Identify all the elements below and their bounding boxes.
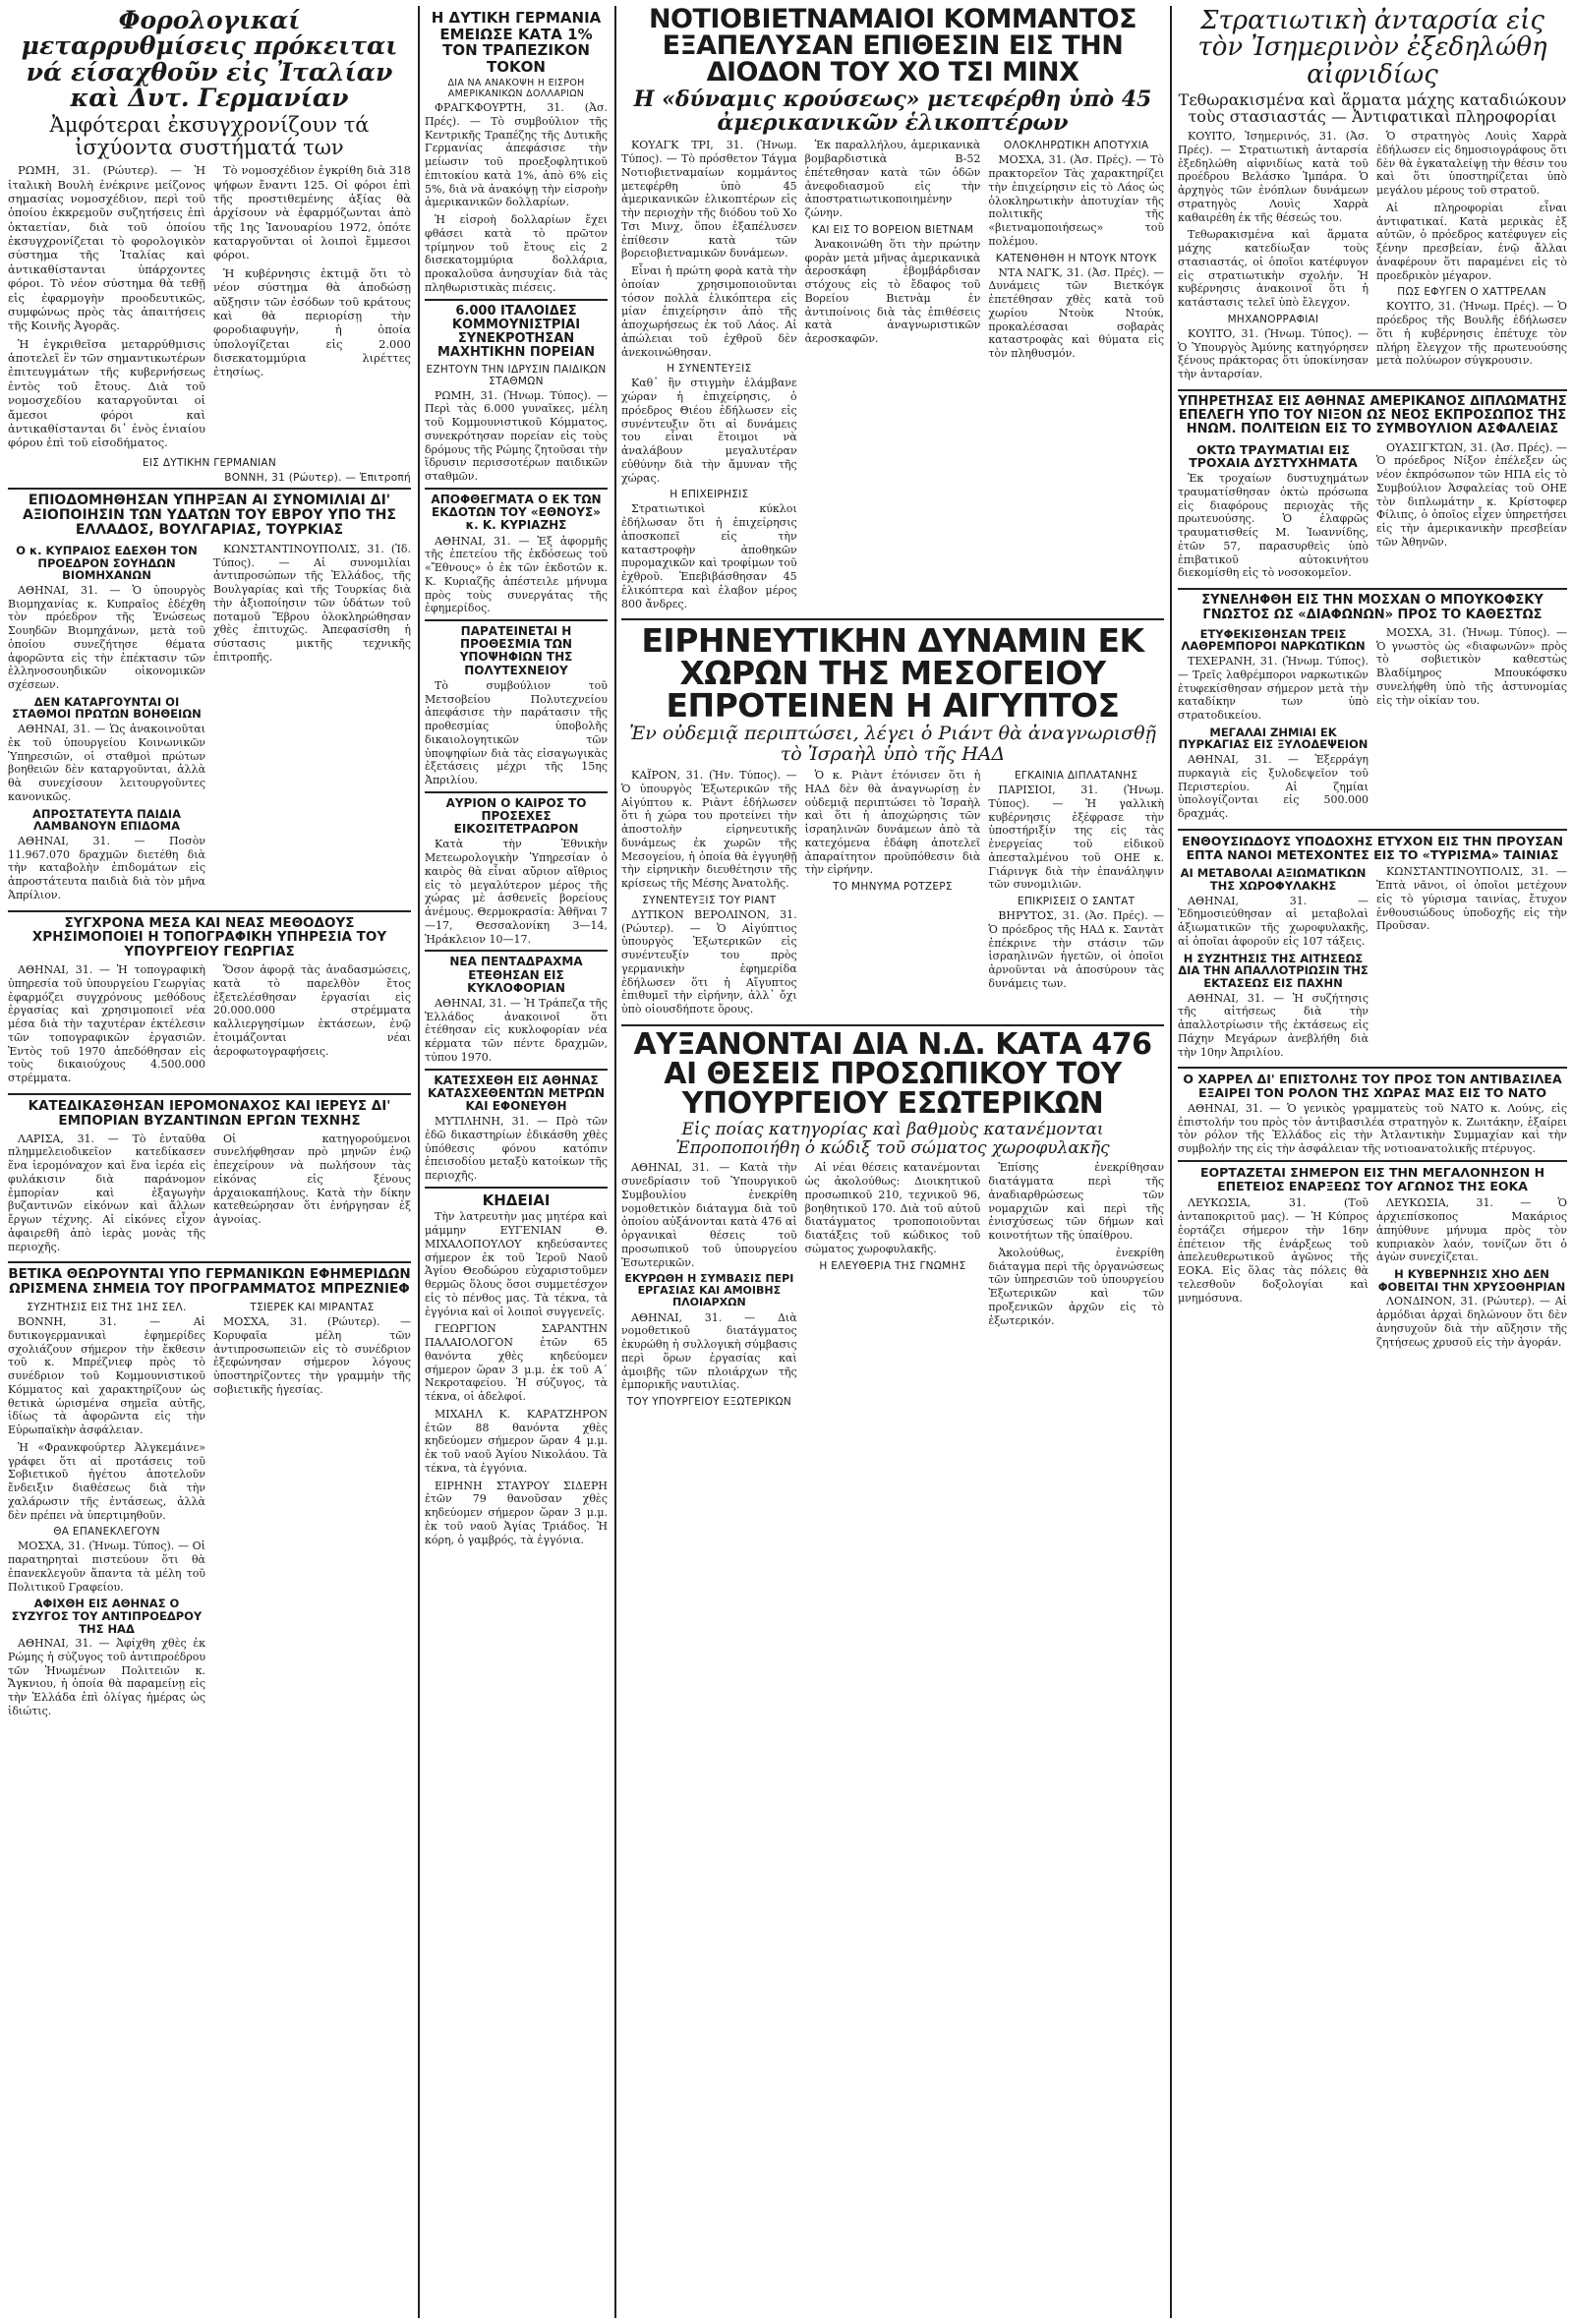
subheadline: ΚΑΤΕΝΘΗΘΗ Η ΝΤΟΥΚ ΝΤΟΥΚ: [995, 252, 1157, 264]
paragraph: ΟΥΑΣΙΓΚΤΩΝ, 31. (Ἀσ. Πρές). — Ὁ πρόεδρος Νίξον ἐπέλεξεν ὡς νέον ἐκπρόσωπον τῶν ΗΠΑ εἰς τὸ Συμβούλιον Ἀσφαλείας τοῦ ΟΗΕ τὸν διπλωμάτην κ. Κρίστοφερ Φίλιπς, ὁ ὁποῖος εἶχεν ὑπηρετήσει εἰς τὴν ἀμερικανικὴν πρεσβείαν τῶν Ἀθηνῶν.: [1376, 440, 1567, 549]
divider: [1178, 1160, 1567, 1162]
paragraph: Αἱ πληροφορίαι εἶναι ἀντιφατικαί. Κατὰ μερικὰς ἐξ αὐτῶν, ὁ πρόεδρος κατέφυγεν εἰς ξένην πρεσβείαν, ἐνῷ ἄλλαι ἀναφέρουν ὅτι παραμένει εἰς τὸ προεδρικὸν μέγαρον.: [1376, 201, 1567, 282]
paragraph: ΚΩΝΣΤΑΝΤΙΝΟΥΠΟΛΙΣ, 31. (Ἰδ. Τύπος). — Αἱ συνομιλίαι ἀντιπροσώπων τῆς Ἑλλάδος, τῆς Βουλγαρίας καὶ τῆς Τουρκίας διὰ τὴν ἀξιοποίησιν τῶν ὑδάτων τοῦ ποταμοῦ Ἕβρου ὁλοκληρώθησαν χθὲς ἐπιτυχῶς. Ἀπεφασίσθη ἡ σύστασις μικτῆς τεχνικῆς ἐπιτροπῆς.: [213, 542, 411, 664]
headline-dwarfs: ΕΝΘΟΥΣΙΩΔΟΥΣ ΥΠΟΔΟΧΗΣ ΕΤΥΧΟΝ ΕΙΣ ΤΗΝ ΠΡΟΥΣΑΝ ΕΠΤΑ ΝΑΝΟΙ ΜΕΤΕΧΟΝΤΕΣ ΕΙΣ ΤΟ «ΤΥΡΙΣΜΑ» ΤΑΙΝΙΑΣ: [1182, 833, 1563, 862]
headline-evros: ΕΠΙΟΔΟΜΗΘΗΣΑΝ ΥΠΗΡΞΑΝ ΑΙ ΣΥΝΟΜΙΛΙΑΙ ΔΙ' ΑΞΙΟΠΟΙΗΣΙΝ ΤΩΝ ΥΔΑΤΩΝ ΤΟΥ ΕΒΡΟΥ ΥΠΟ ΤΗΣ ΕΛΛΑΔΟΣ, ΒΟΥΛΓΑΡΙΑΣ, ΤΟΥΡΚΙΑΣ: [23, 492, 396, 539]
paragraph: Ὅσον ἀφορᾷ τὰς ἀναδασμώσεις, κατὰ τὸ παρελθὸν ἔτος ἐξετελέσθησαν ἐργασίαι εἰς 20.000.000 στρέμματα καλλιεργησίμων ἐκτάσεων, ἐνῷ ἐτοιμάζονται νέαι ἀεροφωτογραφήσεις.: [213, 963, 411, 1058]
paragraph: ΚΟΥΑΓΚ ΤΡΙ, 31. (Ἠνωμ. Τύπος). — Τὸ πρόσθετον Τάγμα Νοτιοβιετναμαίων κομμάντος μετεφέρθη ὑπὸ 45 ἀμερικανικῶν ἑλικοπτέρων εἰς τὴν περιοχὴν τῆς διόδου τοῦ Χο Τσι Μινχ, ὅπου ἐξαπέλυσεν ἐπίθεσιν κατὰ τῶν βορειοβιετναμικῶν δυνάμεων.: [621, 139, 797, 261]
paragraph: ΜΟΣΧΑ, 31. (Ἠνωμ. Τύπος). — Οἱ παρατηρηταὶ πιστεύουν ὅτι θὰ ἐπανεκλεγοῦν ἅπαντα τὰ μέλη τοῦ Πολιτικοῦ Γραφείου.: [8, 1540, 205, 1594]
obituary: Τὴν λατρευτὴν μας μητέρα καὶ μάμμην ΕΥΓΕΝΙΑΝ Θ. ΜΙΧΑΛΟΠΟΥΛΟΥ κηδεύσαντες σήμερον ἐκ τοῦ Ἱεροῦ Ναοῦ Ἁγίου Θεοδώρου εὐχαριστοῦμεν θερμῶς ὅλους ὅσοι συμμετέσχον εἰς τὸ πένθος μας. Τὰ τέκνα, τὰ ἐγγόνια καὶ οἱ λοιποὶ συγγενεῖς.: [425, 1210, 608, 1318]
paragraph: ΑΘΗΝΑΙ, 31. — Ἐξ ἀφορμῆς τῆς ἐπετείου τῆς ἐκδόσεως τοῦ «Ἔθνους» ὁ ἐκ τῶν ἐκδοτῶν κ. Κ. Κυριαζῆς ἀπέστειλε μήνυμα πρὸς τοὺς συνεργάτας τῆς ἐφημερίδος.: [425, 534, 608, 615]
paragraph: ΑΘΗΝΑΙ, 31. — Ἀφίχθη χθὲς ἐκ Ρώμης ἡ σύζυγος τοῦ ἀντιπροέδρου τῶν Ἡνωμένων Πολιτειῶν κ. Ἄγκνιου, ἡ ὁποία θὰ παραμείνῃ εἰς τὴν Ἑλλάδα ἐπὶ ὀλίγας ἡμέρας ὡς ἰδιώτις.: [8, 1637, 205, 1717]
divider: [425, 791, 608, 793]
paragraph: ΛΟΝΔΙΝΟΝ, 31. (Ρώυτερ). — Αἱ ἀρμόδιαι ἀρχαὶ δηλώνουν ὅτι δὲν ἀνησυχοῦν διὰ τὴν αὔξησιν τῆς ζητήσεως χρυσοῦ εἰς τὴν ἀγοράν.: [1376, 1295, 1567, 1349]
paragraph: ΚΟΥΙΤΟ, Ἰσημερινός, 31. (Ἀσ. Πρές). — Στρατιωτικὴ ἀνταρσία ἐξεδηλώθη αἰφνιδίως κατὰ τοῦ προέδρου Βελάσκο Ἰμπάρα. Ὁ ἀρχηγὸς τῶν ἐνόπλων δυνάμεων στρατηγὸς Λουὶς Χαρρὰ καθαιρέθη ἐκ τῆς θέσεώς του.: [1178, 130, 1369, 224]
paragraph: Τὸ συμβούλιον τοῦ Μετσοβείου Πολυτεχνείου ἀπεφάσισε τὴν παράτασιν τῆς προθεσμίας ὑποβολῆς δικαιολογητικῶν τῶν ὑποψηφίων διὰ τὰς εἰσαγωγικὰς ἐξετάσεις μέχρι τῆς 15ης Ἀπριλίου.: [425, 678, 608, 786]
subheadline: ΕΠΙΚΡΙΣΕΙΣ Ο ΣΑΝΤΑΤ: [1018, 896, 1136, 908]
divider: [1178, 1067, 1567, 1069]
obituary: ΕΙΡΗΝΗ ΣΤΑΥΡΟΥ ΣΙΔΕΡΗ ἐτῶν 79 θανοῦσαν χθὲς κηδεύομεν σήμερον ὥραν 3 μ.μ. ἐκ τοῦ ναοῦ Ἁγίας Τριάδος. Ἡ κόρη, ὁ γαμβρός, τὰ ἐγγόνια.: [425, 1479, 608, 1546]
subheadline: ΘΑ ΕΠΑΝΕΚΛΕΓΟΥΝ: [53, 1526, 160, 1539]
subheadline: ΕΓΚΑΙΝΙΑ ΔΙΠΛΑΤΑΝΗΣ: [1015, 770, 1138, 783]
headline-egypt: ΕΙΡΗΝΕΥΤΙΚΗΝ ΔΥΝΑΜΙΝ ΕΚ ΧΩΡΩΝ ΤΗΣ ΜΕΣΟΓΕΙΟΥ ΕΠΡΟΤΕΙΝΕΝ Η ΑΙΓΥΠΤΟΣ: [641, 621, 1144, 726]
divider: [8, 488, 411, 490]
subheadline-egypt: Ἐν οὐδεμιᾷ περιπτώσει, λέγει ὁ Ριάντ θὰ ἀναγνωρισθῇ τὸ Ἰσραὴλ ὑπὸ τῆς ΗΑΔ: [629, 723, 1156, 766]
paragraph: ΠΑΡΙΣΙΟΙ, 31. (Ἠνωμ. Τύπος). — Ἡ γαλλικὴ κυβέρνησις ἐξέφρασε τὴν ὑποστήριξίν της εἰς τὰς ἐνεργείας τοῦ εἰδικοῦ ἀπεσταλμένου τοῦ ΟΗΕ κ. Γιάρινγκ διὰ τὴν ἐπανάληψιν τῶν συνομιλιῶν.: [988, 784, 1164, 892]
subheadline: ΤΟ ΜΗΝΥΜΑ ΡΟΤΖΕΡΣ: [833, 881, 953, 894]
article-us-diplomat: [1178, 439, 1567, 585]
paragraph: ΦΡΑΓΚΦΟΥΡΤΗ, 31. (Ἀσ. Πρές). — Τὸ συμβούλιον τῆς Κεντρικῆς Τραπέζης τῆς Δυτικῆς Γερμανίας ἀπεφάσισε τὴν μείωσιν τοῦ προεξοφλητικοῦ ἐπιτοκίου κατὰ 1%, ἀπὸ 6% εἰς 5%, διὰ νὰ ἀνακόψῃ τὴν εἰσροὴν ἀμερικανικῶν δολλαρίων.: [425, 101, 608, 209]
paragraph: ΑΘΗΝΑΙ, 31. — Ποσὸν 11.967.070 δραχμῶν διετέθη διὰ τὴν καταβολὴν ἐπιδομάτων εἰς ἀπροστάτευτα παιδιὰ διὰ τὸν μῆνα Ἀπρίλιον.: [8, 834, 205, 901]
paragraph: Ἀνακοινώθη ὅτι τὴν πρώτην φορὰν μετὰ μῆνας ἀμερικανικὰ ἀεροσκάφη ἐβομβάρδισαν στόχους εἰς τὸ ἔδαφος τοῦ Βορείου Βιετνὰμ ἐν ἀντιποίνοις διὰ τὰς ἐπιθέσεις κατὰ ἀναγνωριστικῶν ἀεροσκαφῶν.: [804, 237, 981, 346]
headline-vietnam: ΝΟΤΙΟΒΙΕΤΝΑΜΑΙΟΙ ΚΟΜΜΑΝΤΟΣ ΕΞΑΠΕΛΥΣΑΝ ΕΠΙΘΕΣΙΝ ΕΙΣ ΤΗΝ ΔΙΟΔΟΝ ΤΟΥ ΧΟ ΤΣΙ ΜΙΝΧ: [648, 6, 1137, 87]
paragraph: ΤΕΧΕΡΑΝΗ, 31. (Ἠνωμ. Τύπος). — Τρεῖς λαθρέμποροι ναρκωτικῶν ἐτυφεκίσθησαν σήμερον μετὰ τὴν καταδίκην των ὑπὸ στρατοδικείου.: [1178, 655, 1369, 723]
paragraph: Στρατιωτικοὶ κύκλοι ἐδήλωσαν ὅτι ἡ ἐπιχείρησις ἀποσκοπεῖ εἰς τὴν καταστροφὴν ἀποθηκῶν πυρομαχικῶν καὶ τροφίμων τοῦ ἐχθροῦ. Ἐπεβιβάσθησαν 45 ἑλικόπτερα καὶ ἐλαβον μέρος 800 ἄνδρες.: [621, 502, 797, 610]
dateline-text: ΒΟΝΝΗ, 31 (Ρώυτερ). — Ἐπιτροπή: [224, 471, 411, 484]
paragraph: ΛΕΥΚΩΣΙΑ, 31. (Τοῦ ἀνταποκριτοῦ μας). — Ἡ Κύπρος ἑορτάζει σήμερον τὴν 16ην ἐπέτειον τῆς ἐνάρξεως τοῦ ἀπελευθερωτικοῦ ἀγῶνος τῆς ΕΟΚΑ. Εἰς ὅλας τὰς πόλεις θὰ τελεσθοῦν δοξολογίαι καὶ μνημόσυνα.: [1178, 1196, 1369, 1305]
paragraph: Οἱ κατηγορούμενοι συνελήφθησαν πρὸ μηνῶν ἐνῷ ἐπεχείρουν νὰ πωλήσουν τὰς εἰκόνας εἰς ξένους ἀρχαιοκαπήλους. Κατὰ τὴν δίκην κατεθεώρησαν ὅτι ἐνήργησαν ἐξ ἀγνοίας.: [213, 1132, 411, 1227]
headline-italian-women: 6.000 ΙΤΑΛΟΙΔΕΣ ΚΟΜΜΟΥΝΙΣΤΡΙΑΙ ΣΥΝΕΚΡΟΤΗΣΑΝ ΜΑΧΗΤΙΚΗΝ ΠΟΡΕΙΑΝ: [437, 303, 596, 361]
headline-bukovsky: ΣΥΝΕΛΗΦΘΗ ΕΙΣ ΤΗΝ ΜΟΣΧΑΝ Ο ΜΠΟΥΚΟΦΣΚΥ ΓΝΩΣΤΟΣ ΩΣ «ΔΙΑΦΩΝΩΝ» ΠΡΟΣ ΤΟ ΚΑΘΕΣΤΩΣ: [1201, 593, 1544, 622]
headline-eoka: ΕΟΡΤΑΖΕΤΑΙ ΣΗΜΕΡΟΝ ΕΙΣ ΤΗΝ ΜΕΓΑΛΟΝΗΣΟΝ Η ΕΠΕΤΕΙΟΣ ΕΝΑΡΞΕΩΣ ΤΟΥ ΑΓΩΝΟΣ ΤΗΣ ΕΟΚΑ: [1199, 1164, 1545, 1193]
paragraph: ΑΘΗΝΑΙ, 31. — Ἡ συζήτησις τῆς αἰτήσεως διὰ τὴν ἀπαλλοτρίωσιν τῆς ἐκτάσεως εἰς Πάχην Μεγάρων ἀνεβλήθη διὰ τὴν 10ην Ἀπριλίου.: [1178, 991, 1369, 1059]
paragraph: ΚΑΪΡΟΝ, 31. (Ἠν. Τύπος). — Ὁ ὑπουργὸς Ἐξωτερικῶν τῆς Αἰγύπτου κ. Ριὰντ ἐδήλωσεν ὅτι ἡ χώρα του προτείνει τὴν ἀποστολὴν εἰρηνευτικῆς δυνάμεως ἐκ χωρῶν τῆς Μεσογείου, ἡ ὁποία θὰ ἐγγυηθῇ τὴν εἰρηνικὴν διευθέτησιν τῆς κρίσεως τῆς Μέσης Ἀνατολῆς.: [621, 769, 797, 891]
headline-ecuador: Στρατιωτικὴ ἀνταρσία εἰς τὸν Ἰσημερινὸν ἐξεδηλώθη αἰφνιδίως: [1197, 6, 1547, 89]
divider: [1178, 389, 1567, 391]
divider: [425, 1187, 608, 1189]
obituary: ΜΙΧΑΗΛ Κ. ΚΑΡΑΤΖΗΡΟΝ ἐτῶν 88 θανόντα χθὲς κηδεύομεν σήμερον ὥραν 4 μ.μ. ἐκ τοῦ ναοῦ Ἁγίου Νικολάου. Τὰ τέκνα, τὰ ἐγγόνια.: [425, 1407, 608, 1475]
article-eoka: [1178, 1194, 1567, 1353]
subheadline: Η ΕΛΕΥΘΕΡΙΑ ΤΗΣ ΓΝΩΜΗΣ: [819, 1259, 966, 1272]
article-evros: [8, 541, 411, 906]
paragraph: ΑΘΗΝΑΙ, 31. — Ἐξερράγη πυρκαγιὰ εἰς ξυλοδεψεῖον τοῦ Περιστερίου. Αἱ ζημίαι ὑπολογίζονται εἰς 500.000 δραχμάς.: [1178, 753, 1369, 821]
subheadline: ΟΚΤΩ ΤΡΑΥΜΑΤΙΑΙ ΕΙΣ ΤΡΟΧΑΙΑ ΔΥΣΤΥΧΗΜΑΤΑ: [1189, 441, 1358, 471]
paragraph: Ἡ κυβέρνησις ἐκτιμᾷ ὅτι τὸ νέον σύστημα θὰ ἀποδώσῃ αὔξησιν τῶν ἐσόδων τοῦ κράτους καὶ θὰ περιορίσῃ τὴν φοροδιαφυγήν, ἡ ὁποία ὑπολογίζεται εἰς 2.000 δισεκατομμύρια λιρέττες ἐτησίως.: [213, 265, 411, 379]
subheadline: ΣΥΖΗΤΗΣΙΣ ΕΙΣ ΤΗΣ 1ΗΣ ΣΕΛ.: [27, 1302, 187, 1313]
paragraph: Τεθωρακισμένα καὶ ἅρματα μάχης κατεδίωξαν τοὺς στασιαστάς, οἱ ὁποῖοι κατέφυγον εἰς στρατιωτικὴν σχολήν. Ἡ κυβέρνησις ἀνακοινοῖ ὅτι ἡ κατάστασις τελεῖ ὑπὸ ἔλεγχον.: [1178, 228, 1369, 310]
paragraph: ΑΘΗΝΑΙ, 31. — Ἡ Τράπεζα τῆς Ἑλλάδος ἀνακοινοῖ ὅτι ἐτέθησαν εἰς κυκλοφορίαν νέα κέρματα τῶν πέντε δραχμῶν, τύπου 1970.: [425, 996, 608, 1064]
divider: [8, 1261, 411, 1263]
subheadline: ΑΦΙΧΘΗ ΕΙΣ ΑΘΗΝΑΣ Ο ΣΥΖΥΓΟΣ ΤΟΥ ΑΝΤΙΠΡΟΕΔΡΟΥ ΤΗΣ ΗΑΔ: [11, 1597, 203, 1636]
paragraph: ΜΟΣΧΑ, 31. (Ἀσ. Πρές). — Τὸ πρακτορεῖον Τὰς χαρακτηρίζει τὴν ἐπιχείρησιν εἰς τὸ Λάος ὡς ὁλοκληρωτικὴν ἀποτυχίαν τῆς πολιτικῆς τῆς «βιετναμοποιήσεως» τοῦ πολέμου.: [988, 153, 1164, 248]
paragraph: Αἱ νέαι θέσεις κατανέμονται ὡς ἀκολούθως: Διοικητικοῦ προσωπικοῦ 210, τεχνικοῦ 96, βοηθητικοῦ 170. Διὰ τοῦ αὐτοῦ διατάγματος τροποποιοῦνται διατάξεις τοῦ κώδικος τοῦ σώματος χωροφυλακῆς.: [804, 1161, 981, 1255]
paragraph: ΑΘΗΝΑΙ, 31. — Ὁ ὑπουργὸς Βιομηχανίας κ. Κυπραῖος ἐδέχθη τὸν πρόεδρον τῆς Ἑνώσεως Σουηδῶν Βιομηχάνων, μετὰ τοῦ ὁποίου συνεζήτησε θέματα ἀφορῶντα εἰς τὴν ἐπέκτασιν τῶν ἑλληνοσουηδικῶν οἰκονομικῶν σχέσεων.: [8, 583, 205, 692]
subheadline: Η ΕΠΙΧΕΙΡΗΣΙΣ: [670, 489, 749, 501]
divider: [425, 619, 608, 621]
article-brezhnev: [8, 1299, 411, 1722]
subheadline: ΜΕΓΑΛΑΙ ΖΗΜΙΑΙ ΕΚ ΠΥΡΚΑΓΙΑΣ ΕΙΣ ΞΥΛΟΔΕΨΕΙΟΝ: [1178, 725, 1369, 752]
paragraph: Καθ᾿ ἣν στιγμὴν ἐλάμβανε χώραν ἡ ἐπιχείρησις, ὁ πρόεδρος Θιέου ἐδήλωσεν εἰς συνέντευξιν ὅτι αἱ δυνάμεις του εἶναι ἕτοιμοι νὰ ἀναλάβουν μεγαλυτέραν εὐθύνην διὰ τὴν ἄμυναν τῆς χώρας.: [621, 377, 797, 485]
divider: [425, 1069, 608, 1071]
subheadline-vietnam: Η «δύναμις κρούσεως» μετεφέρθη ὑπὸ 45 ἀμερικανικῶν ἑλικοπτέρων: [633, 87, 1152, 137]
divider: [425, 299, 608, 301]
divider: [8, 1093, 411, 1095]
paragraph: Ἐκ παραλλήλου, ἀμερικανικὰ βομβαρδιστικὰ Β-52 ἐπέτεθησαν κατὰ τῶν ὀδῶν ἀνεφοδιασμοῦ εἰς τὴν ἀποστρατιωτικοποιημένην ζώνην.: [804, 139, 981, 220]
paragraph: ΒΗΡΥΤΟΣ, 31. (Ἀσ. Πρές). — Ὁ πρόεδρος τῆς ΗΑΔ κ. Σαντὰτ ἐπέκρινε τὴν στάσιν τῶν ἰσραηλινῶν ἡγετῶν, οἱ ὁποῖοι ἀρνοῦνται νὰ ἀποσύρουν τὰς δυνάμεις των.: [988, 909, 1164, 990]
paragraph: ΡΩΜΗ, 31. (Ρώυτερ). — Ἡ ἰταλικὴ Βουλὴ ἐνέκρινε μείζονος σημασίας νομοσχέδιον, περὶ τοῦ ὁποίου ἐκκρεμοῦν συζητήσεις ἐπὶ ὁκταετίαν, διὰ τοῦ ὁποίου ἐκσυγχρονίζεται τὸ φορολογικὸν σύστημα τῆς Ἰταλίας καὶ ἀντικαθίστανται ὑπάρχοντες φόροι. Τὸ νέον σύστημα θὰ τεθῇ εἰς ἐφαρμογὴν προοδευτικῶς, συμφώνως πρὸς τὰς ἀπαιτήσεις τῆς Κοινῆς Ἀγορᾶς.: [8, 163, 205, 333]
paragraph: ΚΟΥΙΤΟ, 31. (Ἠνωμ. Πρές). — Ὁ πρόεδρος τῆς Βουλῆς ἐδήλωσεν ὅτι ἡ κυβέρνησις ἐπέτυχε τὸν πλήρη ἔλεγχον τῆς πρωτευούσης μετὰ πολύωρον σύγκρουσιν.: [1376, 300, 1567, 368]
paragraph: ΚΩΝΣΤΑΝΤΙΝΟΥΠΟΛΙΣ, 31. — Ἑπτὰ νᾶνοι, οἱ ὁποῖοι μετέχουν εἰς τὸ γύρισμα ταινίας, ἔτυχον ἐνθουσιώδους ὑποδοχῆς εἰς τὴν Προῦσαν.: [1376, 865, 1567, 933]
paragraph: Ἡ «Φρανκφούρτερ Ἀλγκεμάινε» γράφει ὅτι αἱ προτάσεις τοῦ Σοβιετικοῦ ἡγέτου ἀποτελοῦν ἔνδειξιν διαθέσεως διὰ τὴν χαλάρωσιν τῆς ἐντάσεως, ἀλλὰ δὲν πρέπει νὰ ὑπερτιμηθοῦν.: [8, 1440, 205, 1522]
headline-topography: ΣΥΓΧΡΟΝΑ ΜΕΣΑ ΚΑΙ ΝΕΑΣ ΜΕΘΟΔΟΥΣ ΧΡΗΣΙΜΟΠΟΙΕΙ Η ΤΟΠΟΓΡΑΦΙΚΗ ΥΠΗΡΕΣΙΑ ΤΟΥ ΥΠΟΥΡΓΕΙΟΥ ΓΕΩΡΓΙΑΣ: [31, 914, 387, 960]
subheadline: ΔΕΝ ΚΑΤΑΡΓΟΥΝΤΑΙ ΟΙ ΣΤΑΘΜΟΙ ΠΡΩΤΩΝ ΒΟΗΘΕΙΩΝ: [12, 694, 202, 722]
column-left: [8, 6, 411, 2318]
subheadline: Η ΣΥΖΗΤΗΣΙΣ ΤΗΣ ΑΙΤΗΣΕΩΣ ΔΙΑ ΤΗΝ ΑΠΑΛΛΟΤΡΙΩΣΙΝ ΤΗΣ ΕΚΤΑΣΕΩΣ ΕΙΣ ΠΑΧΗΝ: [1178, 951, 1369, 990]
column-right: [1178, 6, 1567, 2318]
subheadline: ΑΙ ΜΕΤΑΒΟΛΑΙ ΑΞΙΩΜΑΤΙΚΩΝ ΤΗΣ ΧΩΡΟΦΥΛΑΚΗΣ: [1180, 866, 1367, 894]
article-dwarfs: [1178, 863, 1567, 1063]
subheadline: Ο κ. ΚΥΠΡΑΙΟΣ ΕΔΕΧΘΗ ΤΟΝ ΠΡΟΕΔΡΟΝ ΣΟΥΗΔΩΝ ΒΙΟΜΗΧΑΝΩΝ: [16, 543, 198, 583]
article-topography: [8, 961, 411, 1089]
paragraph: Τὸ νομοσχέδιον ἐγκρίθη διὰ 318 ψήφων ἔναντι 125. Οἱ φόροι ἐπὶ τῆς προστιθεμένης ἀξίας θὰ ἀρχίσουν νὰ ἐφαρμόζωνται ἀπὸ τῆς 1ης Ἰανουαρίου 1972, ὁπότε καταργοῦνται οἱ λοιποὶ ἔμμεσοι φόροι.: [213, 163, 411, 262]
subheadline: ΕΖΗΤΟΥΝ ΤΗΝ ΙΔΡΥΣΙΝ ΠΑΙΔΙΚΩΝ ΣΤΑΘΜΩΝ: [426, 363, 607, 387]
subheadline-ecuador: Τεθωρακισμένα καὶ ἅρματα μάχης καταδιώκουν τοὺς στασιαστάς — Ἀντιφατικαὶ πληροφορίαι: [1178, 89, 1567, 127]
paragraph: ΑΘΗΝΑΙ, 31. — Ἐδημοσιεύθησαν αἱ μεταβολαὶ ἀξιωματικῶν τῆς χωροφυλακῆς, αἱ ὁποῖαι ἀφοροῦν εἰς 107 τάξεις.: [1178, 894, 1369, 948]
headline-weather: ΑΥΡΙΟΝ Ο ΚΑΙΡΟΣ ΤΟ ΠΡΟΣΕΧΕΣ ΕΙΚΟΣΙΤΕΤΡΑΩΡΟΝ: [445, 795, 587, 837]
headline-us-diplomat: ΥΠΗΡΕΤΗΣΑΣ ΕΙΣ ΑΘΗΝΑΣ ΑΜΕΡΙΚΑΝΟΣ ΔΙΠΛΩΜΑΤΗΣ ΕΠΕΛΕΓΗ ΥΠΟ ΤΟΥ ΝΙΞΟΝ ΩΣ ΝΕΟΣ ΕΚΠΡΟΣΩΠΟΣ ΤΗΣ ΗΝΩΜ. ΠΟΛΙΤΕΙΩΝ ΕΙΣ ΤΟ ΣΥΜΒΟΥΛΙΟΝ ΑΣΦΑΛΕΙΑΣ: [1178, 393, 1567, 437]
paragraph: Εἶναι ἡ πρώτη φορὰ κατὰ τὴν ὁποίαν χρησιμοποιοῦνται τόσον πολλὰ ἑλικόπτερα εἰς μίαν ἐπιχείρησιν ἀπὸ τῆς ἀποχωρήσεως ἐκ τοῦ Λάος. Αἱ ἀπώλειαι τοῦ ἐχθροῦ δὲν ἀνεκοινώθησαν.: [621, 264, 797, 359]
paragraph: ΑΘΗΝΑΙ, 31. — Ἡ τοπογραφικὴ ὑπηρεσία τοῦ ὑπουργείου Γεωργίας ἐφαρμόζει συγχρόνους μεθόδους ἐργασίας καὶ χρησιμοποιεῖ νέα μέσα διὰ τὴν ταχυτέραν ἐκτέλεσιν τῶν τοπογραφικῶν ἐργασιῶν. Ἐντὸς τοῦ 1970 ἀπεδόθησαν εἰς τοὺς δικαιούχους 4.500.000 στρέμματα.: [8, 963, 205, 1085]
paragraph: ΜΟΣΧΑ, 31. (Ἠνωμ. Τύπος). — Ὁ γνωστὸς ὡς «διαφωνῶν» πρὸς τὸ σοβιετικὸν καθεστὼς Βλαδίμηρος Μπουκόφσκυ συνελήφθη ὑπὸ τῆς ἀστυνομίας εἰς τὴν οἰκίαν του.: [1376, 625, 1567, 707]
paragraph: Ἐπίσης ἐνεκρίθησαν διατάγματα περὶ τῆς ἀναδιαρθρώσεως τῶν νομαρχιῶν καὶ περὶ τῆς ἐνισχύσεως τῶν δήμων καὶ κοινοτήτων τῆς ὑπαίθρου.: [988, 1161, 1164, 1243]
subheadline-tax-reforms: Ἀμφότεραι ἐκσυγχρονίζουν τά ἰσχύοντα συστήματά των: [49, 113, 370, 160]
headline-tax-reforms: Φορολογικαί μεταρρυθμίσεις πρόκειται νά είσαχθοῦν εἰς Ἰταλίαν καὶ Δυτ. Γερμανίαν: [21, 6, 398, 112]
obituary: ΓΕΩΡΓΙΟΝ ΣΑΡΑΝΤΗΝ ΠΑΛΑΙΟΛΟΓΟΝ ἐτῶν 65 θανόντα χθὲς κηδεύομεν σήμερον ὥραν 3 μ.μ. ἐκ τοῦ Α΄ Νεκροταφείου. Ἡ σύζυγος, τὰ τέκνα, οἱ ἀδελφοί.: [425, 1322, 608, 1404]
paragraph: Κατὰ τὴν Ἐθνικὴν Μετεωρολογικὴν Ὑπηρεσίαν ὁ καιρὸς θὰ εἶναι αὔριον αἴθριος εἰς τὸ μεγαλύτερον μέρος τῆς χώρας μὲ ἀσθενεῖς βορείους ἀνέμους. Θερμοκρασία: Ἀθῆναι 7—17, Θεσσαλονίκη 3—14, Ἡράκλειον 10—17.: [425, 838, 608, 946]
headline-brezhnev: ΒΕΤΙΚΑ ΘΕΩΡΟΥΝΤΑΙ ΥΠΟ ΓΕΡΜΑΝΙΚΩΝ ΕΦΗΜΕΡΙΔΩΝ ΩΡΙΣΜΕΝΑ ΣΗΜΕΙΑ ΤΟΥ ΠΡΟΓΡΑΜΜΑΤΟΣ ΜΠΡΕΖΝΙΕΦ: [8, 1266, 411, 1298]
divider: [621, 1024, 1164, 1026]
subheadline: ΜΗΧΑΝΟΡΡΑΦΙΑΙ: [1227, 313, 1319, 325]
subheadline: ΤΟΥ ΥΠΟΥΡΓΕΙΟΥ ΕΞΩΤΕΡΙΚΩΝ: [626, 1396, 792, 1409]
subheadline: ΤΣΙΕΡΕΚ ΚΑΙ ΜΙΡΑΝΤΑΣ: [250, 1302, 375, 1313]
headline-polytechnic: ΠΑΡΑΤΕΙΝΕΤΑΙ Η ΠΡΟΘΕΣΜΙΑ ΤΩΝ ΥΠΟΨΗΦΙΩΝ ΤΗΣ ΠΟΛΥΤΕΧΝΕΙΟΥ: [459, 624, 573, 677]
column-rule: [614, 6, 616, 2318]
paragraph: ΔΥΤΙΚΟΝ ΒΕΡΟΛΙΝΟΝ, 31. (Ρώυτερ). — Ὁ Αἰγύπτιος ὑπουργὸς Ἐξωτερικῶν εἰς συνέντευξίν του πρὸς γερμανικὴν ἐφημερίδα ἐδήλωσεν ὅτι ἡ Αἴγυπτος ἐπιθυμεῖ τὴν εἰρήνην, ἀλλ᾿ ὄχι ὑπὸ οἱουσδήποτε ὅρους.: [621, 907, 797, 1017]
subheadline: ΚΑΙ ΕΙΣ ΤΟ ΒΟΡΕΙΟΝ ΒΙΕΤΝΑΜ: [811, 223, 974, 236]
headline-interior-ministry: ΑΥΞΑΝΟΝΤΑΙ ΔΙΑ Ν.Δ. ΚΑΤΑ 476 ΑΙ ΘΕΣΕΙΣ ΠΡΟΣΩΠΙΚΟΥ ΤΟΥ ΥΠΟΥΡΓΕΙΟΥ ΕΣΩΤΕΡΙΚΩΝ: [633, 1026, 1152, 1121]
divider: [425, 488, 608, 490]
article-ecuador: [1178, 128, 1567, 385]
headline-monks: ΚΑΤΕΔΙΚΑΣΘΗΣΑΝ ΙΕΡΟΜΟΝΑΧΟΣ ΚΑΙ ΙΕΡΕΥΣ ΔΙ' ΕΜΠΟΡΙΑΝ ΒΥΖΑΝΤΙΝΩΝ ΕΡΓΩΝ ΤΕΧΝΗΣ: [28, 1097, 391, 1129]
divider: [1178, 829, 1567, 831]
divider: [1178, 588, 1567, 590]
article-bukovsky: [1178, 624, 1567, 825]
article-interior-ministry: [621, 1159, 1164, 1409]
divider: [8, 910, 411, 912]
paragraph: ΜΟΣΧΑ, 31. (Ρώυτερ). — Κορυφαῖα μέλη τῶν ἀντιπροσωπειῶν εἰς τὸ συνέδριον ἐξεφώνησαν σήμερον λόγους ὑποστηρίζοντες τὴν γραμμὴν τῆς σοβιετικῆς ἡγεσίας.: [213, 1315, 411, 1396]
headline-funerals: ΚΗΔΕΙΑΙ: [482, 1191, 551, 1209]
subheadline: ΔΙΑ ΝΑ ΑΝΑΚΟΨΗ Η ΕΙΣΡΟΗ ΑΜΕΡΙΚΑΝΙΚΩΝ ΔΟΛΛΑΡΙΩΝ: [447, 78, 585, 99]
column-center: [621, 6, 1164, 2318]
column-rule: [418, 6, 420, 2318]
paragraph: ΛΕΥΚΩΣΙΑ, 31. — Ὁ ἀρχιεπίσκοπος Μακάριος ἀπηύθυνε μήνυμα πρὸς τὸν κυπριακὸν λαόν, τονίζων ὅτι ὁ ἀγὼν συνεχίζεται.: [1376, 1196, 1567, 1264]
headline-murder: ΚΑΤΕΣΧΕΘΗ ΕΙΣ ΑΘΗΝΑΣ ΚΑΤΑΣΧΕΘΕΝΤΩΝ ΜΕΤΡΩΝ ΚΑΙ ΕΦΟΝΕΥΘΗ: [427, 1073, 606, 1113]
headline-coins: ΝΕΑ ΠΕΝΤΑΔΡΑΧΜΑ ΕΤΕΘΗΣΑΝ ΕΙΣ ΚΥΚΛΟΦΟΡΙΑΝ: [449, 955, 583, 995]
article-monks: [8, 1131, 411, 1258]
paragraph: Ὁ στρατηγὸς Λουὶς Χαρρὰ ἐδήλωσεν εἰς δημοσιογράφους ὅτι δὲν θὰ ἐγκαταλείψῃ τὴν θέσιν του καὶ ὅτι ὑποστηρίζεται ὑπὸ μεγάλου μέρους τοῦ στρατοῦ.: [1376, 130, 1567, 198]
subheadline: Η ΚΥΒΕΡΝΗΣΙΣ ΧΗΟ ΔΕΝ ΦΟΒΕΙΤΑΙ ΤΗΝ ΧΡΥΣΟΘΗΡΙΑΝ: [1377, 1267, 1566, 1294]
dateline-heading: ΕΙΣ ΔΥΤΙΚΗΝ ΓΕΡΜΑΝΙΑΝ: [142, 456, 277, 469]
paragraph: ΒΟΝΝΗ, 31. — Αἱ δυτικογερμανικαὶ ἐφημερίδες σχολιάζουν σήμερον τὴν ἔκθεσιν τοῦ κ. Μπρέζνιεφ πρὸς τὸ συνέδριον τοῦ Κομμουνιστικοῦ Κόμματος καὶ χαρακτηρίζουν ὡς θετικὰ ὡρισμένα σημεῖα αὐτῆς, ἰδίως τὰ ἀφορῶντα εἰς τὴν Εὐρωπαϊκὴν ἀσφάλειαν.: [8, 1315, 205, 1436]
paragraph: ΛΑΡΙΣΑ, 31. — Τὸ ἐνταῦθα πλημμελειοδικεῖον κατεδίκασεν ἕνα ἱερομόναχον καὶ ἕνα ἱερέα εἰς φυλάκισιν διὰ παράνομον ἐμπορίαν καὶ ἐξαγωγὴν βυζαντινῶν εἰκόνων καὶ ἄλλων ἔργων τέχνης. Αἱ εἰκόνες εἶχον ἀφαιρεθῆ ἀπὸ ἱερὰς μονὰς τῆς περιοχῆς.: [8, 1132, 205, 1253]
paragraph: ΡΩΜΗ, 31. (Ἠνωμ. Τύπος). — Περὶ τὰς 6.000 γυναῖκες, μέλη τοῦ Κομμουνιστικοῦ Κόμματος, συνεκρότησαν πορείαν εἰς τοὺς δρόμους τῆς Ρώμης ζητοῦσαι τὴν ἵδρυσιν περισσοτέρων παιδικῶν σταθμῶν.: [425, 388, 608, 484]
paragraph: Ἐκ τροχαίων δυστυχημάτων τραυματίσθησαν ὀκτὼ πρόσωπα εἰς διαφόρους περιοχὰς τῆς πρωτευούσης. Ὁ ἐλαφρῶς τραυματισθείς Μ. Ἰωαννίδης, ἐτῶν 57, παρασυρθεὶς ὑπὸ ἐπιβατικοῦ αὐτοκινήτου διεκομίσθη εἰς τὸ νοσοκομεῖον.: [1178, 472, 1369, 580]
paragraph: ΑΘΗΝΑΙ, 31. — Διὰ νομοθετικοῦ διατάγματος ἐκυρώθη ἡ συλλογικὴ σύμβασις περὶ ὅρων ἐργασίας καὶ ἀμοιβῆς τῶν πλοιάρχων τῆς ἐμπορικῆς ναυτιλίας.: [621, 1310, 797, 1392]
subheadline: ΑΠΡΟΣΤΑΤΕΥΤΑ ΠΑΙΔΙΑ ΛΑΜΒΑΝΟΥΝ ΕΠΙΔΟΜΑ: [32, 806, 181, 834]
paragraph: ΝΤΑ ΝΑΓΚ, 31. (Ἀσ. Πρές). — Δυνάμεις τῶν Βιετκόγκ ἐπετέθησαν χθὲς κατὰ τοῦ χωρίου Ντοὺκ Ντούκ, προκαλέσασαι σοβαρὰς καταστροφὰς καὶ θύματα εἰς τὸν πληθυσμόν.: [988, 265, 1164, 361]
paragraph: ΚΟΥΙΤΟ, 31. (Ἠνωμ. Τύπος). — Ὁ Ὑπουργὸς Ἀμύνης κατηγόρησεν ξένους πράκτορας ὅτι ὑποκίνησαν τὴν ἀνταρσίαν.: [1178, 326, 1369, 381]
paragraph: Ἡ εἰσροὴ δολλαρίων ἔχει φθάσει κατὰ τὸ πρῶτον τρίμηνον τοῦ ἔτους εἰς 2 δισεκατομμύρια δολλάρια, προκαλοῦσα ἀνησυχίαν διὰ τὰς πληθωριστικὰς πιέσεις.: [425, 213, 608, 294]
subheadline: Η ΣΥΝΕΝΤΕΥΞΙΣ: [667, 363, 752, 376]
headline-nato-letter: Ο ΧΑΡΡΕΛ ΔΙ' ΕΠΙΣΤΟΛΗΣ ΤΟΥ ΠΡΟΣ ΤΟΝ ΑΝΤΙΒΑΣΙΛΕΑ ΕΞΑΙΡΕΙ ΤΟΝ ΡΟΛΟΝ ΤΗΣ ΧΩΡΑΣ ΜΑΣ ΕΙΣ ΤΟ ΝΑΤΟ: [1183, 1072, 1562, 1101]
divider: [425, 950, 608, 952]
subheadline: ΣΥΝΕΝΤΕΥΞΙΣ ΤΟΥ ΡΙΑΝΤ: [642, 894, 777, 906]
divider: [621, 618, 1164, 620]
subheadline: ΕΤΥΦΕΚΙΣΘΗΣΑΝ ΤΡΕΙΣ ΛΑΘΡΕΜΠΟΡΟΙ ΝΑΡΚΩΤΙΚΩΝ: [1181, 626, 1366, 654]
subheadline: ΟΛΟΚΛΗΡΩΤΙΚΗ ΑΠΟΤΥΧΙΑ: [1003, 140, 1149, 152]
headline-kyriazis: ΑΠΟΦΘΕΓΜΑΤΑ Ο ΕΚ ΤΩΝ ΕΚΔΟΤΩΝ ΤΟΥ «ΕΘΝΟΥΣ» κ. Κ. ΚΥΡΙΑΖΗΣ: [431, 492, 602, 533]
headline-germany-rate: Η ΔΥΤΙΚΗ ΓΕΡΜΑΝΙΑ ΕΜΕΙΩΣΕ ΚΑΤΑ 1% ΤΟΝ ΤΡΑΠΕΖΙΚΟΝ ΤΟΚΟΝ: [431, 9, 602, 76]
article-tax-reforms: [8, 161, 411, 454]
paragraph: Ὁ κ. Ριὰντ ἐτόνισεν ὅτι ἡ ΗΑΔ δὲν θὰ ἀναγνωρίσῃ ἐν οὐδεμιᾷ περιπτώσει τὸ Ἰσραὴλ καὶ ὅτι ἡ ἀποχώρησις τῶν ἰσραηλινῶν δυνάμεων ἀπὸ τὰ κατεχόμενα ἐδάφη ἀποτελεῖ ἀπαραίτητον προϋπόθεσιν διὰ τὴν εἰρήνην.: [804, 769, 981, 877]
subheadline: ΠΩΣ ΕΦΥΓΕΝ Ο ΧΑΤΤΡΕΛΑΝ: [1397, 286, 1546, 299]
column-rule: [1170, 6, 1172, 2318]
paragraph: Ἀκολούθως, ἐνεκρίθη διάταγμα περὶ τῆς ὀργανώσεως τῶν ὑπηρεσιῶν τοῦ ὑπουργείου Ἐξωτερικῶν καὶ τῶν προξενικῶν ἀρχῶν εἰς τὸ ἐξωτερικόν.: [988, 1246, 1164, 1327]
article-vietnam: [621, 137, 1164, 614]
paragraph: ΜΥΤΙΛΗΝΗ, 31. — Πρὸ τῶν ἐδῶ δικαστηρίων ἐδικάσθη χθὲς ὑπόθεσις φόνου κατόπιν ἐπεισοδίου μεταξὺ κατοίκων τῆς περιοχῆς.: [425, 1115, 608, 1183]
column-second: [425, 6, 608, 2318]
paragraph: ΑΘΗΝΑΙ, 31. — Ὁ γενικὸς γραμματεὺς τοῦ ΝΑΤΟ κ. Λούνς, εἰς ἐπιστολήν του πρὸς τὸν ἀντιβασιλέα στρατηγὸν κ. Ζωιτάκην, ἐξαίρει τὸν ρόλον τῆς Ἑλλάδος εἰς τὴν Ἀτλαντικὴν Συμμαχίαν καὶ τὴν συμβολήν της εἰς τὴν ἀσφάλειαν τῆς νοτιοανατολικῆς πτέρυγος.: [1178, 1101, 1567, 1156]
subheadline: ΕΚΥΡΩΘΗ Η ΣΥΜΒΑΣΙΣ ΠΕΡΙ ΕΡΓΑΣΙΑΣ ΚΑΙ ΑΜΟΙΒΗΣ ΠΛΟΙΑΡΧΩΝ: [624, 1272, 794, 1309]
paragraph: ΑΘΗΝΑΙ, 31. — Κατὰ τὴν συνεδρίασιν τοῦ Ὑπουργικοῦ Συμβουλίου ἐνεκρίθη νομοθετικὸν διάταγμα διὰ τοῦ ὁποίου αὐξάνονται κατὰ 476 αἱ ὀργανικαὶ θέσεις τοῦ προσωπικοῦ τοῦ ὑπουργείου Ἐσωτερικῶν.: [621, 1161, 797, 1269]
paragraph: Ἡ ἐγκριθεῖσα μεταρρύθμισις ἀποτελεῖ ἓν τῶν σημαντικωτέρων ἐπιτευγμάτων τῆς κυβερνήσεως ἐντὸς τοῦ ἔτους. Διὰ τοῦ νομοσχεδίου καταργοῦνται οἱ ἄμεσοι φόροι καὶ ἀντικαθίστανται δι᾿ ἑνὸς ἑνιαίου φόρου ἐπὶ τοῦ εἰσοδήματος.: [8, 336, 205, 450]
article-egypt: [621, 767, 1164, 1020]
subheadline-interior-ministry: Εἰς ποίας κατηγορίας καὶ βαθμοὺς κατανέμονται Ἐπροποποιήθη ὁ κώδιξ τοῦ σώματος χωροφυλακῆς: [675, 1119, 1110, 1158]
paragraph: ΑΘΗΝΑΙ, 31. — Ὡς ἀνακοινοῦται ἐκ τοῦ ὑπουργείου Κοινωνικῶν Ὑπηρεσιῶν, οἱ σταθμοὶ πρώτων βοηθειῶν δὲν καταργοῦνται, ἀλλὰ θὰ συνεχίσουν λειτουργοῦντες κανονικῶς.: [8, 723, 205, 803]
